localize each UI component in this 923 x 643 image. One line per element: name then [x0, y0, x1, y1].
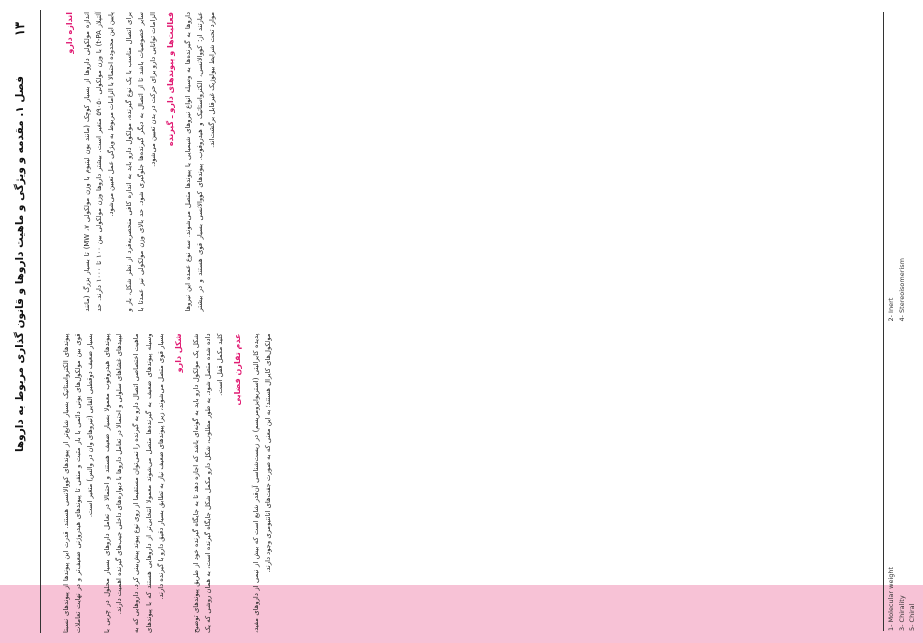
paragraph: پدیده کایرالیتی (استریوایزومریسم) در زیست‌شناسی آن‌قدر شایع است که بیش از نیمی از داروهای مفید، مولکول‌های کایرال هستند؛ به این معنی که به صورت جفت‌های انانتیومری وجود دارند. [251, 333, 272, 633]
footnotes [883, 12, 919, 631]
right-column [60, 12, 905, 312]
footnote: 5- Chiral [908, 603, 917, 631]
heading-chirality: عدم تقارن فضایی [233, 333, 243, 406]
page-header [0, 0, 40, 643]
paragraph: اندازه مولکولی داروها از بسیار کوچک (مانند یون لیتیوم با وزن مولکولی ۷، MW) تا بسیار بزرگ (مانند آلتپلاز t-PA) با وزن مولکولی ۵۹۰۵۰ متغیر است. بیشتر داروها وزن مولکولی بین ۱۰۰ تا ۱۰۰۰ دارند. حد پایین این محدوده احتمالا با الزامات مربوط به ویژگی عمل تعیین می‌شود. [83, 11, 116, 312]
heading-drug-size: اندازه دارو [65, 12, 74, 54]
text-columns [60, 12, 905, 633]
paragraph: پیوندهای الکترواستاتیک بسیار شایع‌تر از پیوندهای کووالانسی هستند. قدرت این پیوندها از پیوندهای نسبتا قوی بین مولکول‌های یونی دائمی با بار مثبت و منفی تا پیوندهای هیدروژنی ضعیف‌تر و در نهایت تعاملات بسیار ضعیف دوقطبی القایی (نیروهای وان در والس) متغیر است. [62, 333, 95, 633]
paragraph: پیوندهای هیدروفوب معمولا بسیار ضعیف هستند و احتمالا در تعامل داروهای بسیار محلول در چربی با لیپیدهای غشاهای سلولی و احتمالا در تعامل داروها با دیواره‌های داخلی جیب‌های گیرنده اهمیت دارند. [103, 333, 124, 633]
footnote: 1- Molecular weight [887, 566, 895, 631]
footnote: 2- Inert [887, 297, 895, 322]
paragraph: ماهیت اختصاصی اتصال دارو به گیرنده را نمی‌توان مستقیما از روی نوع پیوند پیش‌بینی کرد. داروهایی که به وسیله پیوندهای ضعیف به گیرنده‌ها متصل می‌شوند معمولا انتخابی‌تر از داروهایی هستند که با پیوندهای بسیار قوی متصل می‌شوند، زیرا پیوندهای ضعیف نیاز به تطابق بسیار دقیق دارو با گیرنده دارند. [132, 333, 165, 633]
paragraph: برای اتصال مناسب با یک نوع گیرنده، مولکول دارو باید به اندازه کافی منحصربه‌فرد از نظر شکل، بار و سایر خصوصیات باشد تا از اتصال به دیگر گیرنده‌ها جلوگیری شود. حد بالای وزن مولکولی نیز عمدتا با الزامات توانایی دارو برای حرکت در بدن تعیین می‌شود. [124, 12, 157, 312]
footnote: 3- Chirality [897, 595, 906, 631]
heading-drug-receptor-bonds: فعالیت‌ها و پیوندهای دارو ـ گیرنده [165, 12, 175, 147]
left-column [60, 334, 905, 634]
running-title: فصل ۱. مقدمه و ویژگی و ماهیت داروها و قانون گذاری مربوط به داروها [14, 76, 26, 453]
paragraph: شکل یک مولکول دارو باید به گونه‌ای باشد که اجازه دهد تا به جایگاه گیرنده خود از طریق پیوندهای توضیح داده شده متصل شود. به طور مطلوب، شکل دارو مکمل شکل جایگاه گیرنده است، به همان روشی که یک کلید مکمل قفل است. [191, 333, 225, 633]
header-rule [40, 10, 41, 633]
footnote: 4- Stereoisomerism [897, 258, 906, 322]
heading-drug-shape: شکل دارو [173, 333, 183, 373]
page-number: ۱۳ [12, 22, 28, 36]
paragraph: داروها به گیرنده‌ها به وسیله انواع نیروهای شیمیایی یا پیوندها متصل می‌شوند. سه نوع عمده این نیروها عبارتند از: کووالانسی، الکترواستاتیک و هیدروفوب. پیوندهای کووالانسی بسیار قوی هستند و در بیشتر موارد تحت شرایط بیولوژیک غیرقابل برگشت‌اند. [184, 12, 217, 312]
